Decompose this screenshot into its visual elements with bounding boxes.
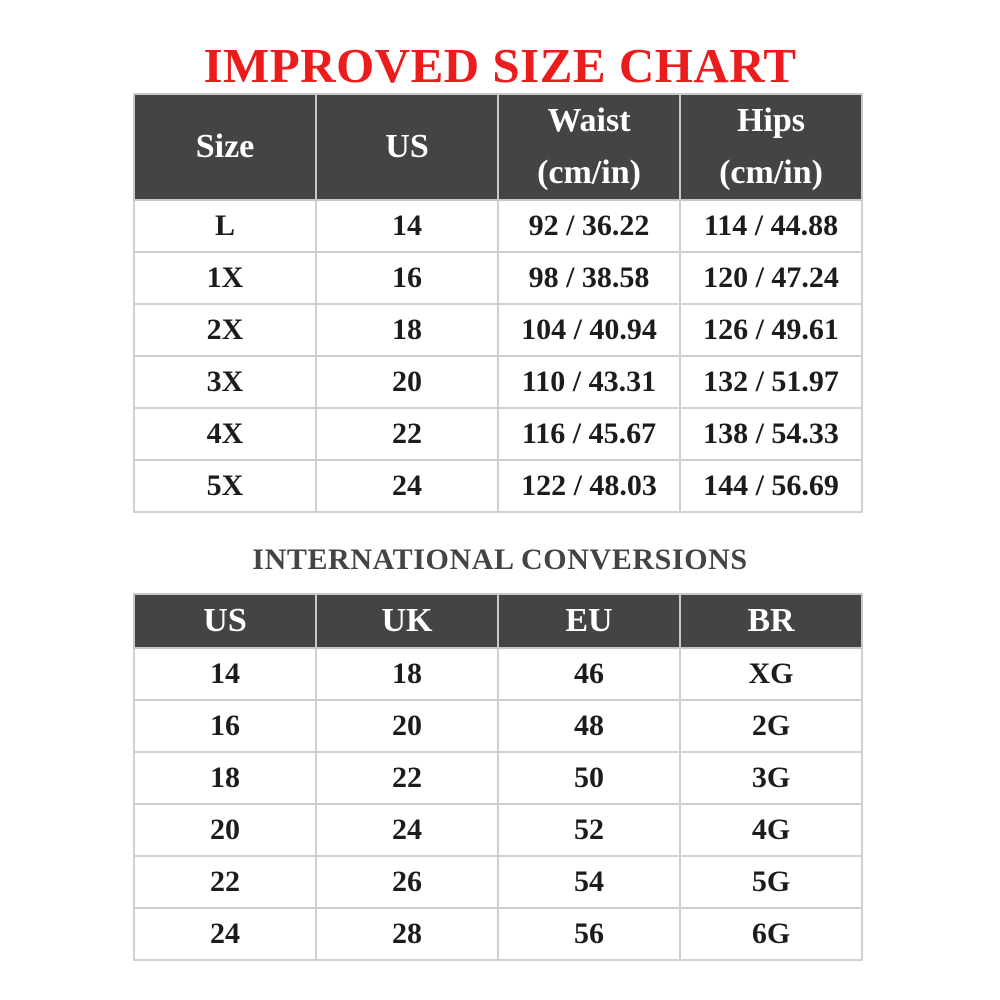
page-title: IMPROVED SIZE CHART (203, 38, 797, 93)
cell-us: 24 (316, 460, 498, 512)
column-header-waist (498, 94, 680, 200)
cell-us: 20 (316, 356, 498, 408)
cell-br: 2G (680, 700, 862, 752)
cell-uk: 22 (316, 752, 498, 804)
cell-br: 5G (680, 856, 862, 908)
table-row (134, 252, 862, 304)
cell-br: XG (680, 648, 862, 700)
column-header-size (134, 94, 316, 200)
cell-uk: 20 (316, 700, 498, 752)
cell-br: 6G (680, 908, 862, 960)
cell-us: 14 (316, 200, 498, 252)
cell-hips: 138 / 54.33 (680, 408, 862, 460)
cell-waist: 122 / 48.03 (498, 460, 680, 512)
cell-size: 3X (134, 356, 316, 408)
cell-waist: 110 / 43.31 (498, 356, 680, 408)
section-title-conversions: INTERNATIONAL CONVERSIONS (252, 543, 748, 576)
table-row (134, 648, 862, 700)
column-header-hips (680, 94, 862, 200)
cell-us: 18 (134, 752, 316, 804)
header-label: Waist (cm/in) (537, 102, 641, 191)
table-row (134, 804, 862, 856)
header-label: US (385, 128, 429, 165)
cell-size: L (134, 200, 316, 252)
cell-us: 20 (134, 804, 316, 856)
table-row (134, 460, 862, 512)
cell-eu: 48 (498, 700, 680, 752)
cell-br: 3G (680, 752, 862, 804)
conversion-header (134, 594, 862, 648)
cell-uk: 28 (316, 908, 498, 960)
column-header-eu: EU (498, 594, 680, 648)
cell-hips: 126 / 49.61 (680, 304, 862, 356)
cell-uk: 26 (316, 856, 498, 908)
column-header-uk: UK (316, 594, 498, 648)
cell-size: 2X (134, 304, 316, 356)
column-header-us: US (134, 594, 316, 648)
cell-hips: 144 / 56.69 (680, 460, 862, 512)
table-row (134, 752, 862, 804)
header-label: Hips (cm/in) (719, 102, 823, 191)
cell-hips: 114 / 44.88 (680, 200, 862, 252)
cell-eu: 56 (498, 908, 680, 960)
cell-waist: 98 / 38.58 (498, 252, 680, 304)
table-row (134, 856, 862, 908)
cell-waist: 92 / 36.22 (498, 200, 680, 252)
cell-waist: 104 / 40.94 (498, 304, 680, 356)
table-row (134, 356, 862, 408)
column-header-us (316, 94, 498, 200)
conversion-body (134, 648, 862, 960)
cell-us: 22 (134, 856, 316, 908)
table-row (134, 200, 862, 252)
column-header-br: BR (680, 594, 862, 648)
cell-size: 1X (134, 252, 316, 304)
cell-uk: 24 (316, 804, 498, 856)
cell-us: 16 (316, 252, 498, 304)
cell-eu: 54 (498, 856, 680, 908)
header-row (134, 594, 862, 648)
header-label: Size (195, 128, 255, 165)
cell-us: 22 (316, 408, 498, 460)
cell-br: 4G (680, 804, 862, 856)
cell-eu: 50 (498, 752, 680, 804)
table-row (134, 304, 862, 356)
cell-waist: 116 / 45.67 (498, 408, 680, 460)
table-row (134, 908, 862, 960)
cell-uk: 18 (316, 648, 498, 700)
cell-us: 24 (134, 908, 316, 960)
cell-hips: 132 / 51.97 (680, 356, 862, 408)
table-row (134, 408, 862, 460)
size-chart-table (133, 93, 863, 513)
cell-eu: 46 (498, 648, 680, 700)
size-chart-body (134, 200, 862, 512)
conversion-table (133, 593, 863, 961)
cell-us: 16 (134, 700, 316, 752)
header-row (134, 94, 862, 200)
size-chart-header (134, 94, 862, 200)
table-row (134, 700, 862, 752)
cell-hips: 120 / 47.24 (680, 252, 862, 304)
cell-eu: 52 (498, 804, 680, 856)
cell-us: 14 (134, 648, 316, 700)
cell-size: 5X (134, 460, 316, 512)
cell-us: 18 (316, 304, 498, 356)
cell-size: 4X (134, 408, 316, 460)
